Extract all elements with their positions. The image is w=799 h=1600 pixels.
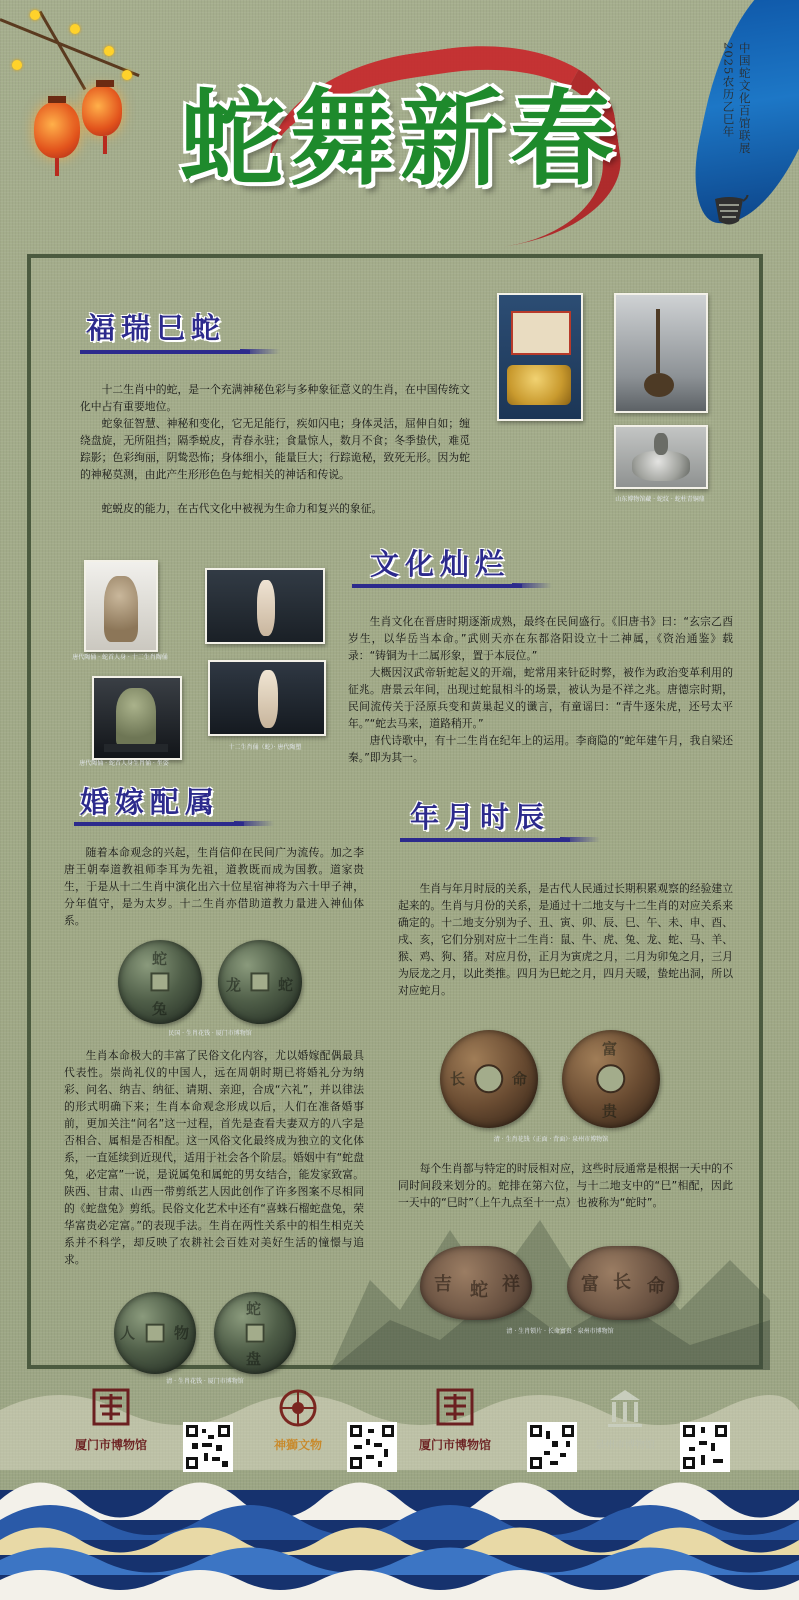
paragraph: 随着本命观念的兴起，生肖信仰在民间广为流传。加之李唐王朝奉道教祖师李耳为先祖，道教既而成为国教。道家贵生，于是从十二生肖中演化出六十位星宿神将为六十甲子神，分年值守，是为太岁。十二生肖亦借助道教力量进入神仙体系。 <box>64 846 364 927</box>
section-title-nian-yue: 年月时辰 <box>410 800 551 834</box>
paragraph: 蛇蜕皮的能力，在古代文化中被视为生命力和复兴的象征。 <box>101 502 383 515</box>
museum-logo-icon <box>434 1386 476 1430</box>
ancient-coin-image: 长 命 <box>440 1030 538 1128</box>
plum-flower-icon <box>122 70 132 80</box>
sea-waves-decoration <box>0 1460 799 1600</box>
title-underline <box>80 350 250 354</box>
lantern-icon <box>34 102 80 158</box>
ancient-coin-image: 蛇 兔 <box>118 940 202 1024</box>
title-underline <box>74 822 244 826</box>
longevity-lock-image: 吉 蛇 祥 <box>420 1246 532 1320</box>
logo-label: 厦门市博物馆 <box>418 1438 491 1452</box>
logo-xiamen-museum <box>56 1386 166 1453</box>
museum-logo-icon <box>90 1386 132 1430</box>
plum-flower-icon <box>30 10 40 20</box>
ink-mountains-decoration <box>330 1160 770 1370</box>
section-title-fu-rui: 福瑞巳蛇 <box>86 311 227 345</box>
exhibition-year: 2025农历乙巳年 <box>721 42 736 138</box>
logo-xiamen-museum <box>400 1386 510 1453</box>
paragraph: 十二生肖中的蛇，是一个充满神秘色彩与多种象征意义的生肖，在中国传统文化中占有重要地位。 <box>80 383 470 413</box>
title-underline <box>400 838 570 842</box>
section-title-hun-jia: 婚嫁配属 <box>80 785 221 819</box>
exhibition-caption <box>713 42 759 202</box>
poster-title: 蛇舞新春 <box>179 77 620 200</box>
logo-label: 厦门市博物馆 <box>74 1438 147 1452</box>
ancient-coin-image: 龙 蛇 <box>218 940 302 1024</box>
paragraph: 每个生肖都与特定的时辰相对应，这些时辰通常是根据一天中的不同时间段来划分的。蛇排在第六位，与十二地支中的“巳”相配，因此一天中的“巳时”（上午九点至十一点）也被称为“蛇时”。 <box>398 1162 733 1209</box>
vase-icon <box>709 195 749 229</box>
logo-shenshi <box>258 1386 338 1453</box>
exhibition-name: 中国蛇文化百馆联展 <box>737 42 752 155</box>
logo-label: 神獅文物 <box>273 1438 322 1452</box>
figurine-photo <box>205 568 325 644</box>
shenshi-logo-icon <box>277 1386 319 1430</box>
longevity-lock-image: 富 长 命 <box>567 1246 679 1320</box>
photo-caption: 十二生肖俑（蛇）· 唐代陶塑 <box>228 744 302 751</box>
paragraph: 生肖与年月时辰的关系，是古代人民通过长期积累观察的经验建立起来的。生肖与月份的关系，是通过十二地支与十二生肖的对应关系来确定的。十二地支分别为子、丑、寅、卯、辰、巳、午、未、申、酉、戌、亥，它们分别对应十二生肖：鼠、牛、虎、兔、龙、蛇、马、羊、猴、鸡、狗、猪。对应月份，正月为寅虎之月，二月为卯兔之月，三月为辰龙之月，以此类推。四月为巳蛇之月，四月天暖，蛰蛇出洞，所以对应蛇月。 <box>398 882 733 997</box>
paragraph: 蛇象征智慧、神秘和变化，它无足能行，疾如闪电；身体灵活，屈伸自如；缠绕盘旋，无所阻挡；隔季蜕皮，青春永驻；食量惊人，数月不食；冬季蛰伏，难觅踪影；色彩绚丽，阴鸷恐怖；身体细小，能量巨大；行踪诡秘，致死无形。因为蛇的神秘莫测，由此产生形形色色与蛇相关的神话和传说。 <box>80 417 470 481</box>
ancient-coin-image: 富 贵 <box>562 1030 660 1128</box>
plum-flower-icon <box>70 24 80 34</box>
ancient-coin-image: 蛇 盘 <box>214 1292 296 1374</box>
photo-caption: 山东博物馆藏 · 蛇纹 · 蛇柱青铜鼎 <box>615 496 705 503</box>
plum-flower-icon <box>12 60 22 70</box>
figurine-photo <box>92 676 182 760</box>
exhibit-photo <box>614 293 708 413</box>
section-title-wen-hua: 文化灿烂 <box>370 547 511 581</box>
paragraph: 大概因汉武帝斩蛇起义的开端，蛇常用来针砭时弊，被作为政治变革利用的征兆。唐景云年间，出现过蛇鼠相斗的场景，被认为是不祥之兆。唐德宗时期，民间流传关于泾原兵变和黄巢起义的谶言，有童谣曰：“青牛逐朱虎，还号太平年。”“蛇去马来，道路稍开。” <box>348 666 733 730</box>
figurine-photo <box>84 560 158 652</box>
paragraph: 生肖文化在晋唐时期逐渐成熟，最终在民间盛行。《旧唐书》曰：“玄宗乙酉岁生，以华岳当本命。”武则天亦在东都洛阳设立十二神属，《资治通鉴》载录：“铸铜为十二属形象，置于本辰位。” <box>348 615 733 662</box>
title-underline <box>352 584 522 588</box>
plum-flower-icon <box>104 46 114 56</box>
quanzhou-museum-logo-icon <box>604 1386 646 1430</box>
logo-label: 泉州市博物馆 <box>595 1440 655 1451</box>
photo-caption: 唐代陶俑 · 蛇首人身生肖俑 · 坐姿 <box>79 760 169 767</box>
photo-caption: 民国 · 生肖花钱 · 厦门市博物馆 <box>168 1030 252 1037</box>
figurine-photo <box>208 660 326 736</box>
photo-caption: 清 · 生肖锁片 · 长命富贵 · 泉州市博物馆 <box>506 1328 614 1335</box>
lantern-icon <box>82 86 122 136</box>
paragraph: 唐代诗歌中，有十二生肖在纪年上的运用。李商隐的“蛇年建午月，我自梁还秦。”即为其一。 <box>348 734 733 764</box>
logo-quanzhou-museum <box>580 1386 670 1451</box>
paragraph: 生肖本命极大的丰富了民俗文化内容，尤以婚嫁配偶最具代表性。崇尚礼仪的中国人，远在周朝时期已将婚礼分为纳彩、问名、纳吉、纳征、请期、亲迎，合成“六礼”，并以律法的形式明确下来；生肖本命观念形成以后，人们在准备婚事前，更加关注“问名”这一过程，首先是查看夫妻双方的八字是否相合、属相是否相配。这一风俗文化最终成为独立的文化体系，一直延续到近现代，适用于社会各个阶层。婚姻中有“蛇盘兔，必定富”一说，是说属兔和属蛇的男女结合，能发家致富。陕西、甘肃、山西一带剪纸艺人因此创作了许多图案不尽相同的《蛇盘兔》剪纸。民俗文化艺术中还有“喜蛛石榴蛇盘兔，荣华富贵必定富。”的表现手法。生肖在两性关系中的相生相克关系并不科学，却反映了农耕社会百姓对美好生活的憧憬与追求。 <box>64 1049 364 1266</box>
seal-photo <box>497 293 583 421</box>
ancient-coin-image: 人 物 <box>114 1292 196 1374</box>
bronze-vessel-photo <box>614 425 708 489</box>
photo-caption: 唐代陶俑 · 蛇首人身 · 十二生肖陶俑 <box>72 654 168 661</box>
photo-caption: 清 · 生肖花钱 · 厦门市博物馆 <box>166 1378 244 1385</box>
photo-caption: 清 · 生肖花钱（正面 · 背面）· 泉州市博物馆 <box>493 1136 609 1143</box>
